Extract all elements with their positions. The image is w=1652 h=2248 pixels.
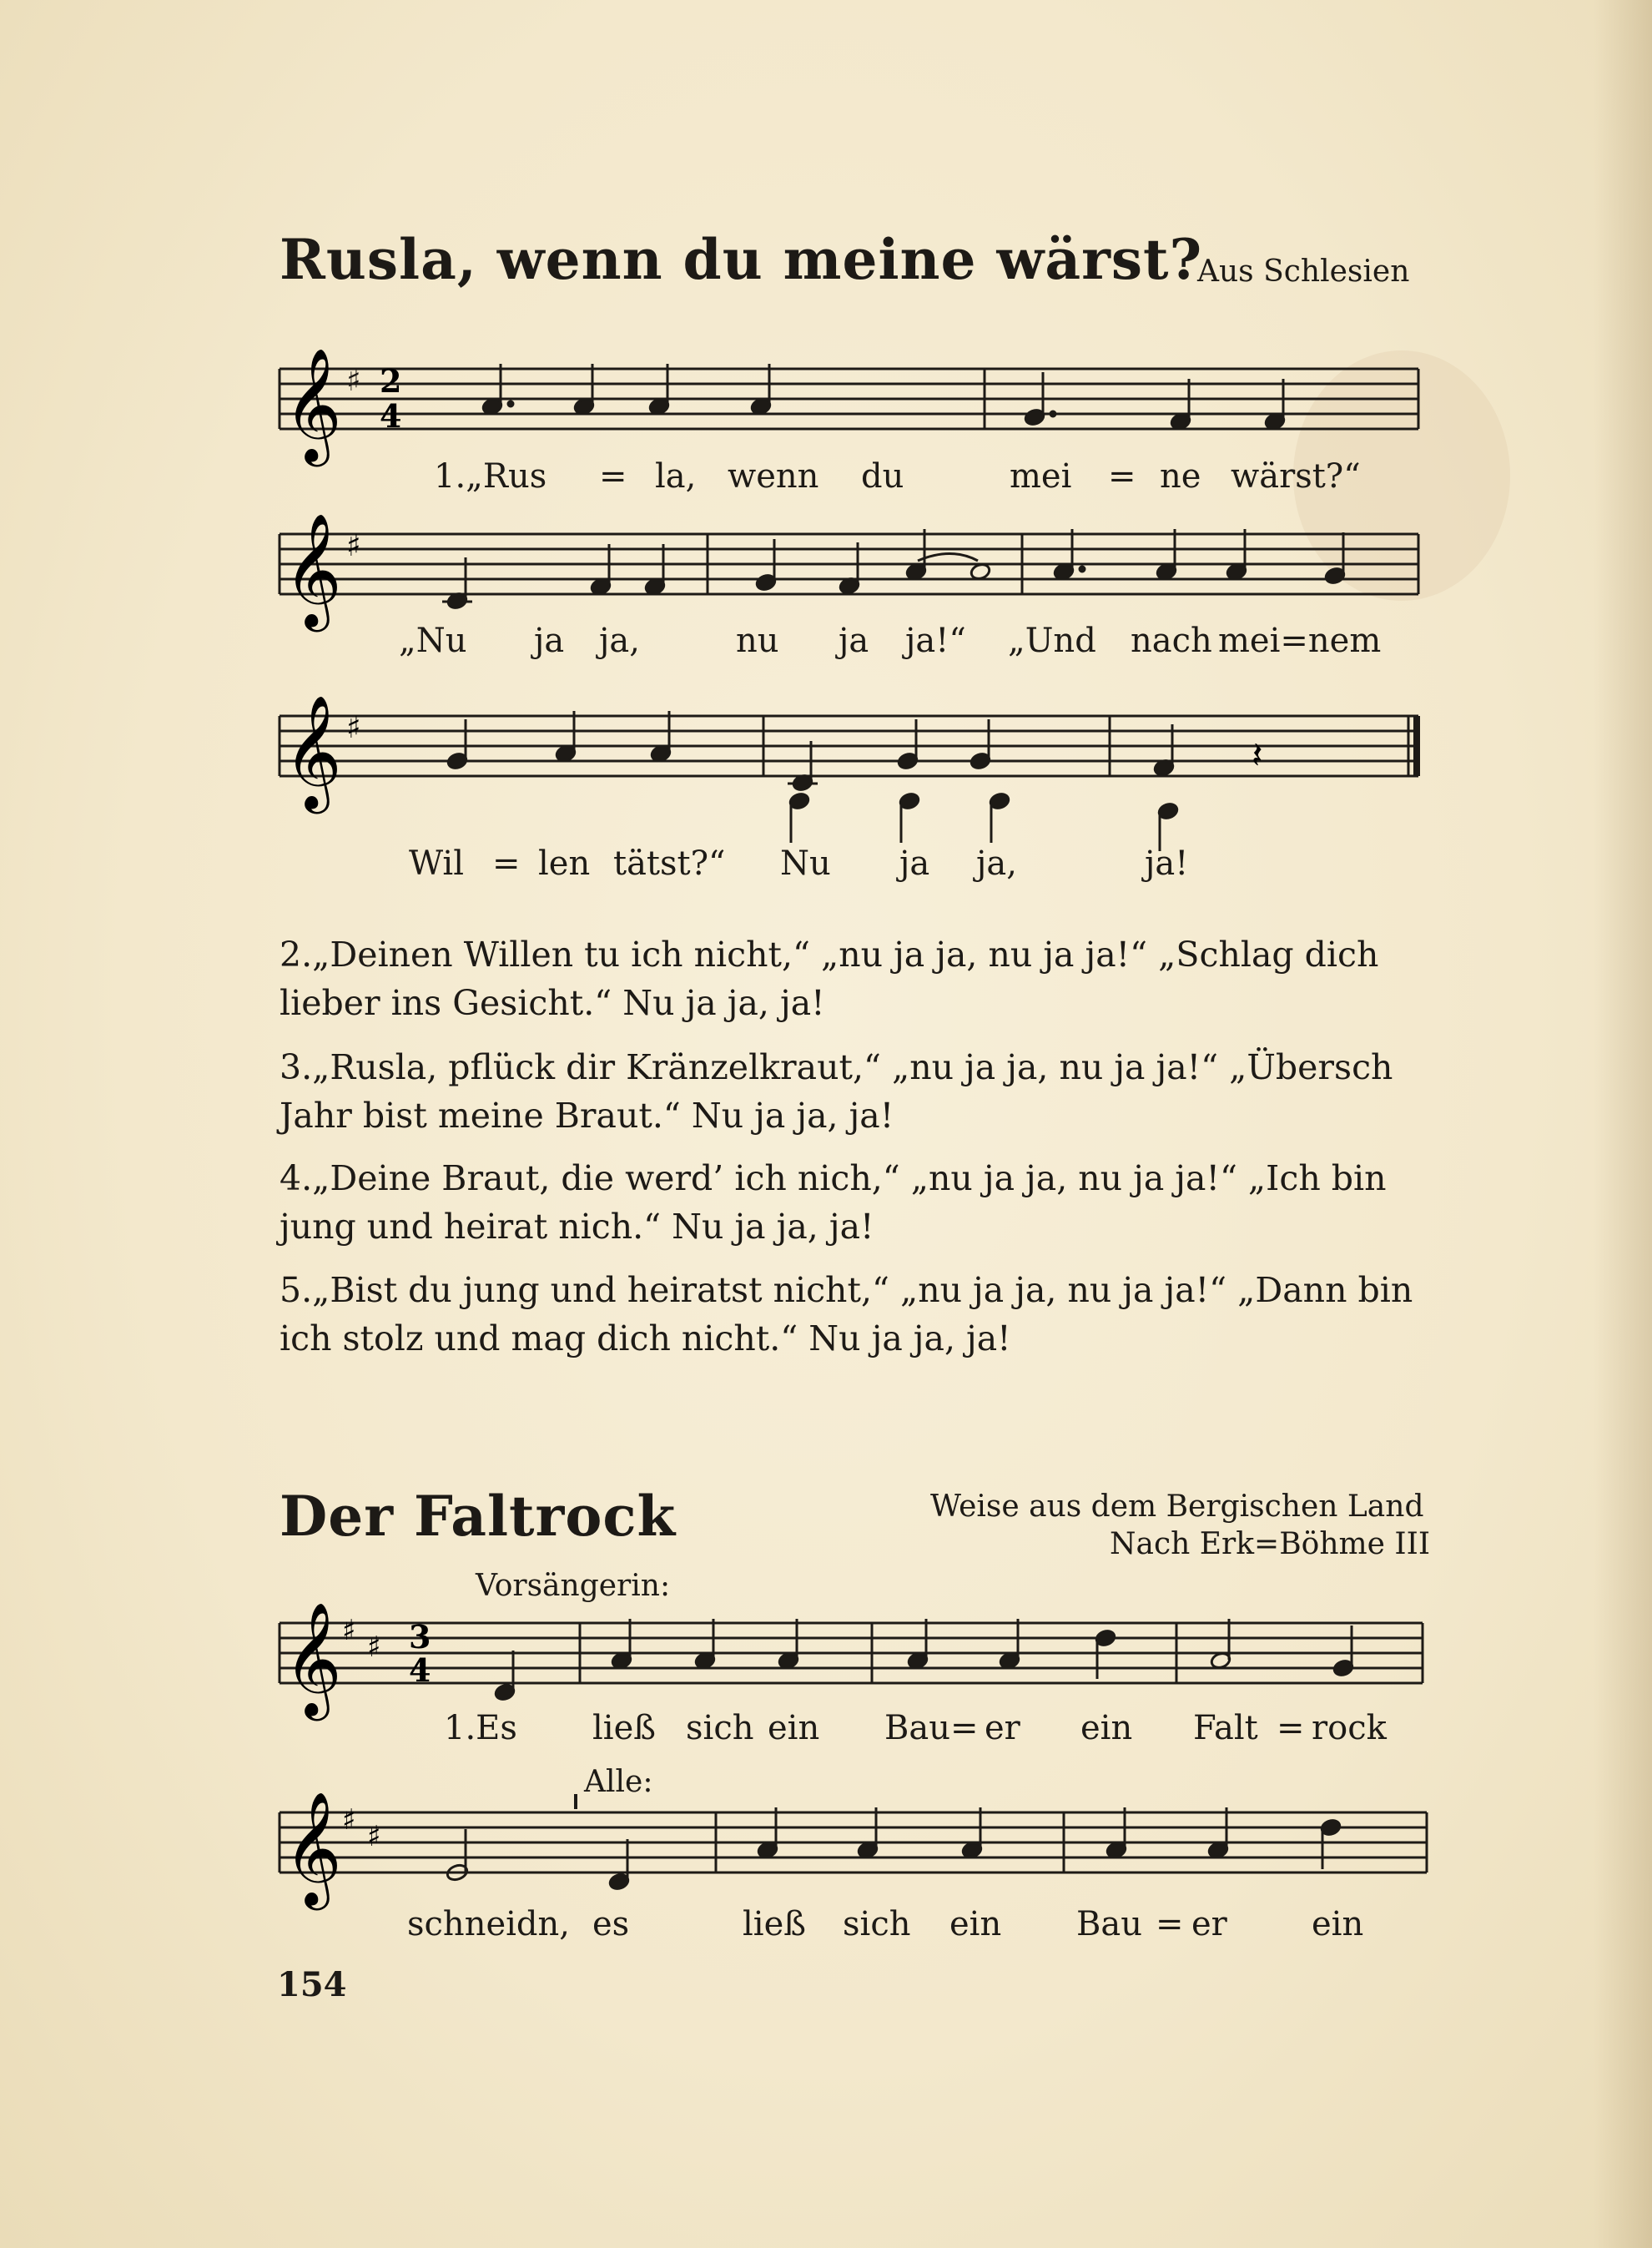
- time-sig-bottom: 4: [380, 397, 402, 435]
- lyric-syllable: es: [592, 1905, 630, 1943]
- lyric-syllable: Wil: [409, 844, 464, 883]
- sharp-icon: ♯: [346, 529, 361, 563]
- lyric-syllable: mei: [1010, 457, 1072, 496]
- treble-clef-icon: 𝄞: [284, 693, 342, 809]
- lyric-syllable: schneidn,: [407, 1905, 570, 1943]
- lyric-syllable: ja,: [599, 622, 640, 660]
- lyric-hyphen: =: [1108, 457, 1136, 496]
- treble-clef-icon: 𝄞: [284, 346, 342, 461]
- lyric-syllable: er: [985, 1709, 1020, 1747]
- lyric-syllable: 1.Es: [444, 1709, 517, 1747]
- lyric-syllable: du: [861, 457, 904, 496]
- lyric-syllable: ein: [949, 1905, 1002, 1943]
- lyric-syllable: wenn: [728, 457, 819, 496]
- page-number: 154: [277, 1965, 347, 2004]
- lyric-syllable: mei=nem: [1218, 622, 1382, 660]
- time-sig-top: 2: [380, 362, 402, 400]
- lyric-syllable: len: [538, 844, 591, 883]
- lyric-syllable: Falt: [1193, 1709, 1258, 1747]
- lyric-syllable: nu: [736, 622, 779, 660]
- lyric-syllable: Bau=: [884, 1709, 979, 1747]
- lyric-syllable: wärst?“: [1231, 457, 1361, 496]
- lyric-syllable: ließ: [592, 1709, 656, 1747]
- lyric-hyphen: =: [1156, 1905, 1184, 1943]
- lyric-hyphen: =: [599, 457, 627, 496]
- lyric-hyphen: =: [492, 844, 521, 883]
- lyric-hyphen: =: [1277, 1709, 1305, 1747]
- lyric-syllable: ließ: [743, 1905, 806, 1943]
- lyric-syllable: ja: [534, 622, 565, 660]
- song1-verse-2: 2.„Deinen Willen tu ich nicht,“ „nu ja ja, nu ja ja!“ „Schlag dich lieber ins Gesicht.“ Nu ja ja, ja!: [280, 935, 1379, 1023]
- lyric-syllable: ein: [768, 1709, 820, 1747]
- quarter-rest-icon: 𝄽: [1252, 734, 1263, 777]
- lyric-syllable: Bau: [1076, 1905, 1143, 1943]
- sharp-icon: ♯: [346, 711, 361, 745]
- lyric-syllable: sich: [686, 1709, 754, 1747]
- lyric-syllable: ja!: [1145, 844, 1189, 883]
- sharp-icon: ♯: [346, 364, 361, 398]
- lyric-syllable: tätst?“: [613, 844, 726, 883]
- lyric-syllable: „Und: [1008, 622, 1096, 660]
- sharp-icon: ♯: [342, 1614, 356, 1647]
- song2-source-line-1: Weise aus dem Bergischen Land: [930, 1489, 1424, 1524]
- lyric-syllable: la,: [655, 457, 697, 496]
- song2-title: Der Faltrock: [280, 1484, 677, 1549]
- lyric-syllable: ja: [839, 622, 869, 660]
- lyric-syllable: ein: [1312, 1905, 1364, 1943]
- alle-label: Alle:: [584, 1765, 653, 1799]
- lyric-syllable: Nu: [780, 844, 831, 883]
- time-sig-top: 3: [409, 1618, 431, 1656]
- treble-clef-icon: 𝄞: [284, 1600, 342, 1716]
- treble-clef-icon: 𝄞: [284, 1790, 342, 1905]
- lyric-syllable: er: [1191, 1905, 1227, 1943]
- lyric-syllable: ein: [1080, 1709, 1133, 1747]
- lyric-syllable: ja: [899, 844, 930, 883]
- sharp-icon: ♯: [367, 1820, 381, 1853]
- lyric-syllable: ne: [1160, 457, 1201, 496]
- lyric-syllable: „Nu: [399, 622, 467, 660]
- song1-verse-5: 5.„Bist du jung und heiratst nicht,“ „nu ja ja, nu ja ja!“ „Dann bin ich stolz und mag dich nicht.“ Nu ja ja, ja!: [280, 1270, 1413, 1358]
- lyric-syllable: ja!“: [905, 622, 966, 660]
- treble-clef-icon: 𝄞: [284, 512, 342, 627]
- song1-verse-3: 3.„Rusla, pflück dir Kränzelkraut,“ „nu ja ja, nu ja ja!“ „Übersch Jahr bist meine Braut.“ Nu ja ja, ja!: [280, 1047, 1393, 1136]
- song1-verse-4: 4.„Deine Braut, die werd’ ich nich,“ „nu ja ja, nu ja ja!“ „Ich bin jung und heirat nich.“ Nu ja ja, ja!: [280, 1158, 1387, 1247]
- sharp-icon: ♯: [342, 1803, 356, 1837]
- song1-source: Aus Schlesien: [1197, 255, 1410, 289]
- song1-title: Rusla, wenn du meine wärst?: [280, 227, 1203, 292]
- vorsaengerin-label: Vorsängerin:: [476, 1569, 671, 1603]
- lyric-syllable: nach: [1131, 622, 1212, 660]
- lyric-syllable: 1.„Rus: [434, 457, 547, 496]
- sharp-icon: ♯: [367, 1631, 381, 1664]
- song2-source-line-2: Nach Erk=Böhme III: [1110, 1527, 1431, 1561]
- lyric-syllable: rock: [1312, 1709, 1387, 1747]
- lyric-syllable: sich: [843, 1905, 911, 1943]
- lyric-syllable: ja,: [976, 844, 1017, 883]
- time-sig-bottom: 4: [409, 1651, 431, 1689]
